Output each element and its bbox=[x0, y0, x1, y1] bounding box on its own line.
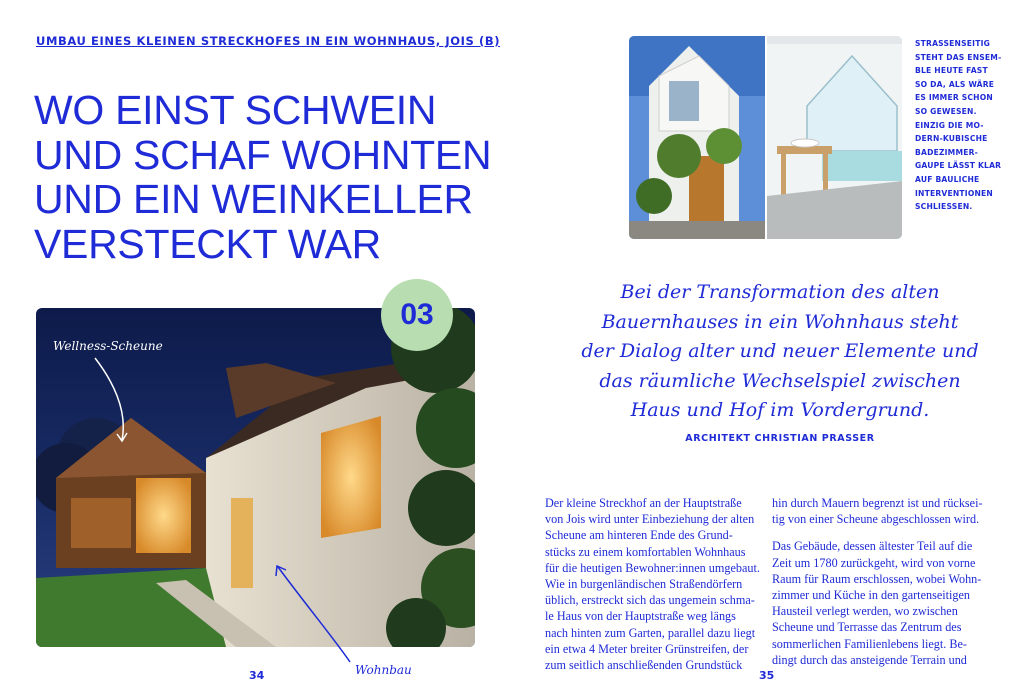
street-facade-photo bbox=[629, 36, 765, 239]
body-line: hin durch Mauern begrenzt ist und rücksei- bbox=[772, 496, 983, 510]
headline-line: UND SCHAF WOHNTEN bbox=[34, 131, 492, 178]
body-line: nach hinten zum Garten, parallel dazu liegt bbox=[545, 625, 756, 640]
body-line: Raum für Raum erschlossen, wobei Wohn- bbox=[772, 571, 982, 586]
bathroom-photo bbox=[767, 36, 902, 239]
headline-line: UND EIN WEINKELLER bbox=[34, 176, 473, 222]
page-number-right: 35 bbox=[759, 669, 775, 682]
body-line: Scheune am hinteren Ende des Grund- bbox=[545, 528, 733, 543]
body-text-right-column bbox=[772, 495, 987, 668]
body-line: Scheune und Terrasse das Zentrum des bbox=[772, 620, 962, 635]
caption-line: GAUPE LÄSST KLAR bbox=[915, 161, 1002, 171]
body-line: ein etwa 4 Meter breiter Grünstreifen, der bbox=[545, 641, 749, 656]
caption-line: INTERVENTIONEN bbox=[915, 188, 993, 198]
body-line: sommerlichen Familienlebens liegt. Be- bbox=[772, 636, 967, 651]
page-number-left: 34 bbox=[249, 669, 265, 682]
caption-line: STEHT DAS ENSEM- bbox=[915, 52, 1002, 62]
quote-line: Bauernhauses in ein Wohnhaus steht bbox=[601, 310, 959, 333]
body-text-left-column bbox=[545, 495, 760, 673]
body-line: stücks zu einem komfortablen Wohnhaus bbox=[545, 544, 746, 559]
body-line: le Haus von der Hauptstraße weg längs bbox=[545, 609, 736, 624]
quote-line: Haus und Hof im Vordergrund. bbox=[630, 399, 930, 421]
body-line: Der kleine Streckhof an der Hauptstraße bbox=[545, 496, 742, 510]
caption-line: SCHLIESSEN. bbox=[915, 202, 973, 212]
caption-line: STRASSENSEITIG bbox=[915, 39, 991, 48]
caption-line: ES IMMER SCHON bbox=[915, 93, 993, 103]
body-line: Das Gebäude, dessen ältester Teil auf die bbox=[772, 539, 973, 554]
body-line: zimmer und Küche in den gartenseitigen bbox=[772, 588, 970, 603]
photo-label-barn: Wellness-Scheune bbox=[53, 339, 163, 353]
headline-line: WO EINST SCHWEIN bbox=[34, 87, 437, 133]
body-line: von Jois wird unter Einbeziehung der alten bbox=[545, 512, 755, 527]
body-line: tig von einer Scheune abgeschlossen wird. bbox=[772, 512, 980, 527]
caption-line: EINZIG DIE MO- bbox=[915, 120, 984, 130]
caption-line: AUF BAULICHE bbox=[915, 174, 980, 184]
caption-line: DERN-KUBISCHE bbox=[915, 134, 988, 144]
caption-line: BLE HEUTE FAST bbox=[915, 66, 988, 76]
body-line: für die heutigen Bewohner:innen umgebaut. bbox=[545, 560, 760, 575]
body-line: dingt durch das ansteigende Terrain und bbox=[772, 652, 967, 667]
quote-line: Bei der Transformation des alten bbox=[620, 281, 940, 303]
headline bbox=[34, 88, 504, 266]
caption-line: BADEZIMMER- bbox=[915, 147, 978, 157]
caption-line: SO GEWESEN. bbox=[915, 106, 977, 116]
photo-label-house: Wohnbau bbox=[355, 663, 412, 677]
section-number: 03 bbox=[400, 298, 434, 331]
quote-line: das räumliche Wechselspiel zwischen bbox=[599, 369, 961, 392]
house-photo bbox=[36, 308, 475, 647]
photo-caption bbox=[915, 37, 1002, 214]
quote-line: der Dialog alter und neuer Elemente und bbox=[581, 340, 979, 362]
body-line: Zeit um 1780 zurückgeht, wird von vorne bbox=[772, 555, 976, 570]
body-line: zum seitlich anschließenden Grundstück bbox=[545, 658, 743, 673]
section-number-badge bbox=[381, 279, 453, 351]
caption-line: SO DA, ALS WÄRE bbox=[915, 79, 995, 89]
body-line: Wie in burgenländischen Straßendörfern bbox=[545, 577, 743, 592]
headline-line: VERSTECKT WAR bbox=[34, 220, 381, 267]
article-kicker: UMBAU EINES KLEINEN STRECKHOFES IN EIN WOHNHAUS, JOIS (B) bbox=[36, 34, 501, 48]
pull-quote bbox=[560, 278, 1000, 426]
body-line: üblich, erstreckt sich das ungemein schma- bbox=[545, 593, 755, 608]
body-line: Hausteil verlegt werden, wo zwischen bbox=[772, 604, 958, 619]
quote-author: ARCHITEKT CHRISTIAN PRASSER bbox=[685, 433, 875, 444]
